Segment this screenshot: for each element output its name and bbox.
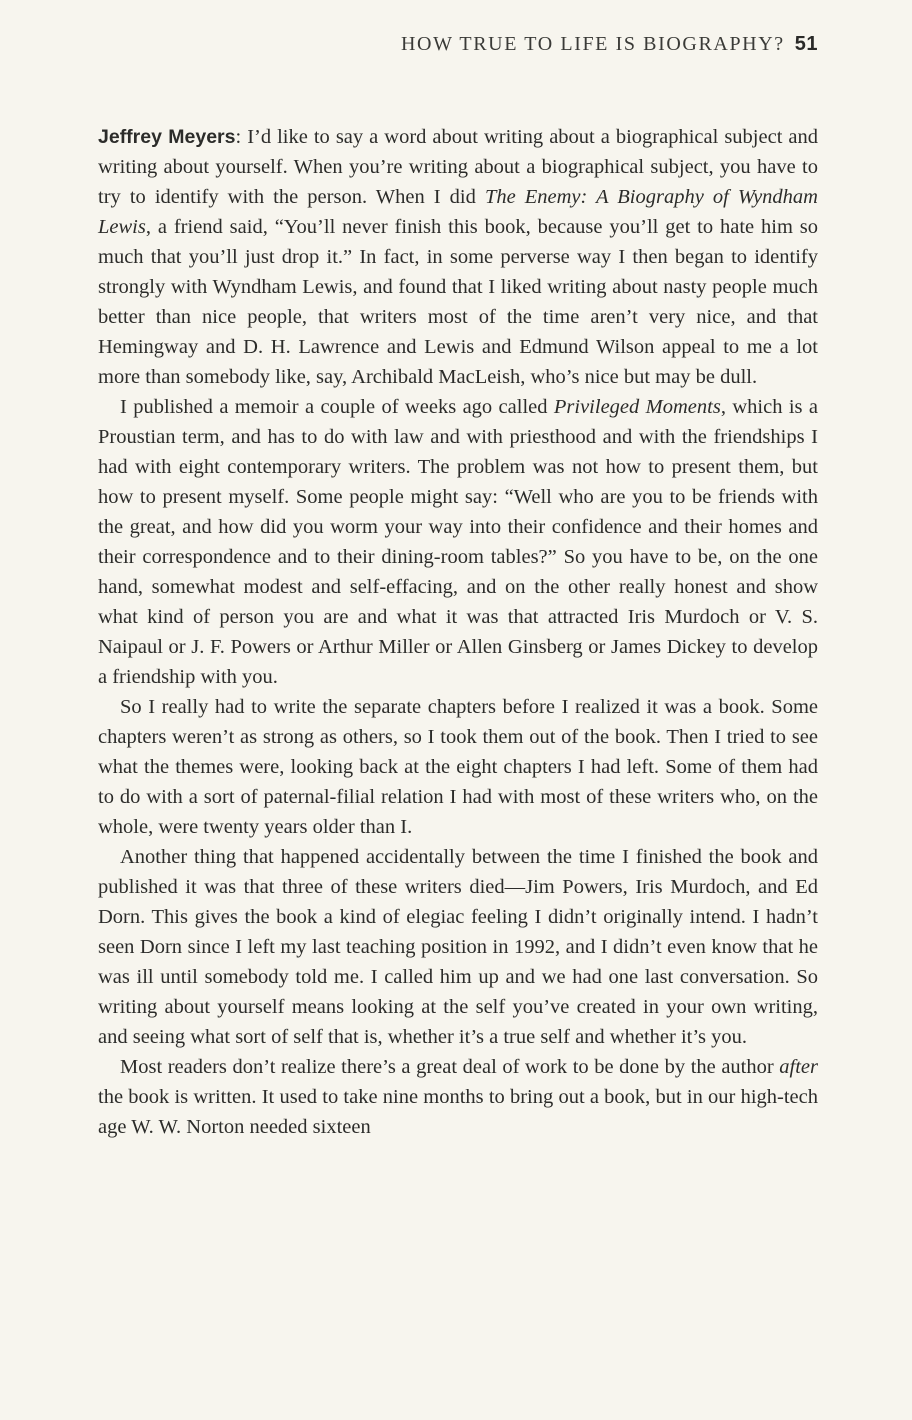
paragraph-1	[98, 122, 818, 392]
paragraph-2-text-a: I published a memoir a couple of weeks ago called	[120, 396, 554, 418]
paragraph-2	[98, 392, 818, 692]
body-text	[98, 122, 818, 1142]
paragraph-2-text-b: , which is a Proustian term, and has to do with law and with priesthood and with the friendships I had with eight contemporary writers. The problem was not how to present them, but how to present myself. Some people might say: “Well who are you to be friends with the great, and how did you worm your way into their confidence and their homes and their correspondence and to their dining-room tables?” So you have to be, on the one hand, somewhat modest and self-effacing, and on the other really honest and show what kind of person you are and what it was that attracted Iris Murdoch or V. S. Naipaul or J. F. Powers or Arthur Miller or Allen Ginsberg or James Dickey to develop a friendship with you.	[98, 396, 818, 688]
running-header	[401, 33, 818, 56]
paragraph-1-text-b: , a friend said, “You’ll never finish this book, because you’ll get to hate him so much that you’ll just drop it.” In fact, in some perverse way I then began to identify strongly with Wyndham Lewis, and found that I liked writing about nasty people much better than nice people, that writers most of the time aren’t very nice, and that Hemingway and D. H. Lawrence and Lewis and Edmund Wilson appeal to me a lot more than somebody like, say, Archibald MacLeish, who’s nice but may be dull.	[98, 216, 818, 388]
paragraph-3: So I really had to write the separate chapters before I realized it was a book. Some chapters weren’t as strong as others, so I took them out of the book. Then I tried to see what the themes were, looking back at the eight chapters I had left. Some of them had to do with a sort of paternal-filial relation I had with most of these writers who, on the whole, were twenty years older than I.	[98, 696, 818, 838]
paragraph-5-text-a: Most readers don’t realize there’s a great deal of work to be done by the author	[120, 1056, 780, 1078]
book-title-the-enemy: The Enemy: A Biography of Wyndham Lewis	[98, 186, 818, 238]
paragraph-5-text-b: the book is written. It used to take nine months to bring out a book, but in our high-tech age W. W. Norton needed sixteen	[98, 1086, 818, 1138]
speaker-colon: :	[235, 126, 248, 148]
book-title-privileged-moments: Privileged Moments	[553, 396, 721, 418]
paragraph-1-text-a: I’d like to say a word about writing about a biographical subject and writing about yourself. When you’re writing about a biographical subject, you have to try to identify with the person. When I did	[98, 126, 819, 208]
page-number: 51	[794, 33, 818, 55]
paragraph-5	[98, 1052, 818, 1142]
emphasis-after: after	[779, 1056, 818, 1078]
speaker-name: Jeffrey Meyers	[98, 126, 236, 148]
paragraph-4: Another thing that happened accidentally between the time I finished the book and published it was that three of these writers died—Jim Powers, Iris Murdoch, and Ed Dorn. This gives the book a kind of elegiac feeling I didn’t originally intend. I hadn’t seen Dorn since I left my last teaching position in 1992, and I didn’t even know that he was ill until somebody told me. I called him up and we had one last conversation. So writing about yourself means looking at the self you’ve created in your own writing, and seeing what sort of self that is, whether it’s a true self and whether it’s you.	[98, 846, 818, 1048]
running-title: HOW TRUE TO LIFE IS BIOGRAPHY?	[400, 33, 785, 55]
